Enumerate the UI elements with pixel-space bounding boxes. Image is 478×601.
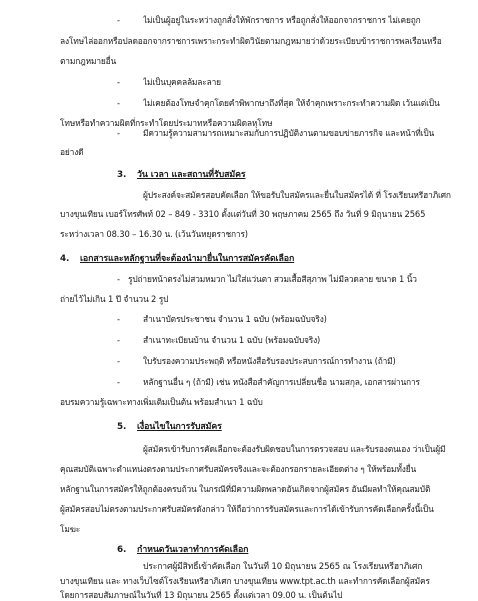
document-item-line: ถ่ายไว้ไม่เกิน 1 ปี จำนวน 2 รูป	[60, 294, 169, 304]
bullet-dash: -	[117, 15, 121, 25]
section-text-line: บางขุนเทียน เบอร์โทรศัพท์ 02 – 849 - 3310 ตั้งแต่วันที่ 30 พฤษภาคม 2565 ถึง วันที่ 9 มิถุนายน 2565	[60, 209, 426, 219]
qualification-line: อย่างดี	[60, 147, 84, 157]
bullet-dash: -	[117, 314, 121, 324]
qualification-line: ไม่เป็นบุคคลล้มละลาย	[143, 77, 221, 87]
qualification-line: ไม่เคยต้องโทษจำคุกโดยคำพิพากษาถึงที่สุด ให้จำคุกเพราะกระทำความผิด เว้นแต่เป็น	[143, 98, 440, 108]
document-item-line: ใบรับรองความประพฤติ หรือหนังสือรับรองประสบการณ์การทำงาน (ถ้ามี)	[143, 356, 396, 366]
qualification-line: ตามกฎหมายอื่น	[60, 56, 117, 66]
document-item-line: หลักฐานอื่น ๆ (ถ้ามี) เช่น หนังสือสำคัญการเปลี่ยนชื่อ นามสกุล, เอกสารผ่านการ	[143, 377, 420, 387]
section-text-line: บางขุนเทียน และ ทางเว็บไซต์โรงเรียนหรีฮาภิเศก บางขุนเทียน www.tpt.ac.th และทำการคัดเลือกผู้สมัคร	[60, 576, 430, 586]
bullet-dash: -	[117, 98, 121, 108]
document-item-line: สำเนาบัตรประชาชน จำนวน 1 ฉบับ (พร้อมฉบับจริง)	[143, 314, 327, 324]
section-number: 4.	[60, 254, 70, 264]
section-title: เงื่อนไขในการรับสมัคร	[137, 422, 222, 432]
section-text-line: ผู้สมัครเข้ารับการคัดเลือกจะต้องรับผิดชอบในการตรวจสอบ และรับรองตนเอง ว่าเป็นผู้มี	[143, 444, 446, 454]
section-text-line: คุณสมบัติเฉพาะตำแหน่งตรงตามประกาศรับสมัครจริงและจะต้องกรอกรายละเอียดต่าง ๆ ให้พร้อมทั้งยื่น	[60, 464, 417, 474]
qualification-line: ลงโทษไล่ออกหรือปลดออกจากราชการเพราะกระทำผิดวินัยตามกฎหมายว่าด้วยระเบียบข้าราชการพลเรือนหรือ	[60, 36, 442, 46]
qualification-line: โทษหรือทำความผิดที่กระทำโดยประมาทหรือความผิดลหุโทษ	[60, 118, 273, 128]
section-title: เอกสารและหลักฐานที่จะต้องนำมายื่นในการสมัครคัดเลือก	[80, 254, 295, 264]
section-title: กำหนดวันเวลาทำการคัดเลือก	[137, 545, 249, 555]
section-text-line: โมฆะ	[60, 524, 81, 534]
section-heading	[117, 421, 222, 433]
section-text-line: ระหว่างเวลา 08.30 – 16.30 น. (เว้นวันหยุดราชการ)	[60, 229, 248, 239]
qualification-line: ไม่เป็นผู้อยู่ในระหว่างถูกสั่งให้พักราชการ หรือถูกสั่งให้ออกจากราชการ ไม่เคยถูก	[143, 15, 421, 25]
bullet-dash: -	[117, 128, 121, 138]
bullet-dash: -	[117, 335, 121, 345]
section-text-line: ประกาศผู้มีสิทธิ์เข้าคัดเลือก ในวันที่ 10 มิถุนายน 2565 ณ โรงเรียนหรีฮาภิเศก	[143, 562, 423, 572]
bullet-dash: -	[117, 356, 121, 366]
section-heading	[60, 253, 294, 265]
document-item-line: อบรมความรู้เฉพาะทางเพิ่มเติมเป็นต้น พร้อมสำเนา 1 ฉบับ	[60, 397, 263, 407]
section-text-line: ผู้ประสงค์จะสมัครสอบคัดเลือก ให้ขอรับใบสมัครและยื่นใบสมัครได้ ที่ โรงเรียนหรีฮาภิเศก	[143, 190, 451, 200]
qualification-line: มีความรู้ความสามารถเหมาะสมกับการปฏิบัติงานตามขอบข่ายภารกิจ และหน้าที่เป็น	[143, 128, 435, 138]
bullet-dash: -	[117, 77, 121, 87]
section-text-line: โดยการสอบสัมภาษณ์ในวันที่ 13 มิถุนายน 2565 ตั้งแต่เวลา 09.00 น. เป็นต้นไป	[60, 590, 343, 600]
document-item-line: สำเนาทะเบียนบ้าน จำนวน 1 ฉบับ (พร้อมฉบับจริง)	[143, 335, 321, 345]
section-heading	[117, 544, 248, 556]
section-text-line: ผู้สมัครสอบไม่ตรงตามประกาศรับสมัครดังกล่าว ให้ถือว่าการรับสมัครและการได้เข้ารับการคัดเลือกครั้งนี้เป็น	[60, 504, 434, 514]
bullet-dash: -	[117, 274, 121, 284]
section-title: วัน เวลา และสถานที่รับสมัคร	[137, 170, 246, 180]
document-item-line: รูปถ่ายหน้าตรงไม่สวมหมวก ไม่ใส่แว่นตา สวมเสื้อสีสุภาพ ไม่มีลวดลาย ขนาด 1 นิ้ว	[128, 274, 417, 284]
section-number: 6.	[117, 545, 127, 555]
bullet-dash: -	[117, 377, 121, 387]
section-number: 5.	[117, 422, 127, 432]
section-text-line: หลักฐานในการสมัครให้ถูกต้องครบถ้วน ในกรณีที่มีความผิดพลาดอันเกิดจากผู้สมัคร อันมีผลทำให้คุณสมบัติ	[60, 484, 431, 494]
section-number: 3.	[117, 170, 127, 180]
section-heading	[117, 169, 245, 181]
